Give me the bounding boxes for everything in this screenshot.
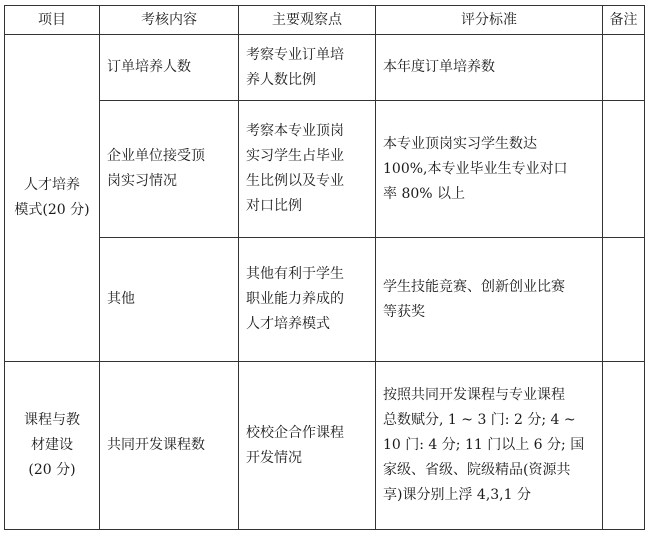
- header-project: 项目: [5, 6, 100, 35]
- project-line: 模式(20 分): [14, 202, 90, 218]
- content-line: 岗实习情况: [107, 173, 177, 189]
- remark-cell: [603, 101, 645, 238]
- observation-line: 实习学生占毕业: [246, 148, 344, 164]
- table-row: [5, 35, 645, 101]
- project-line: 课程与教: [24, 412, 80, 428]
- observation-cell: [239, 35, 376, 101]
- criteria-line: 本年度订单培养数: [383, 59, 495, 75]
- header-criteria: 评分标准: [376, 6, 603, 35]
- project-cell: [5, 35, 100, 362]
- evaluation-table: [4, 5, 645, 530]
- observation-line: 开发情况: [246, 449, 302, 466]
- remark-cell: [603, 362, 645, 530]
- criteria-line: 10 门: 4 分; 11 门以上 6 分; 国: [383, 437, 585, 453]
- observation-cell: [239, 101, 376, 238]
- observation-line: 人才培养模式: [246, 316, 330, 332]
- criteria-cell: [376, 101, 603, 238]
- observation-line: 考察本专业顶岗: [246, 123, 344, 139]
- observation-line: 职业能力养成的: [246, 291, 344, 307]
- criteria-line: 学生技能竞赛、创新创业比赛: [383, 278, 565, 295]
- content-line: 企业单位接受顶: [107, 148, 205, 164]
- content-cell: [100, 238, 239, 362]
- project-cell: [5, 362, 100, 530]
- observation-line: 校校企合作课程: [246, 424, 344, 441]
- header-content: 考核内容: [100, 6, 239, 35]
- project-line: 材建设: [31, 437, 73, 453]
- table-row: [5, 362, 645, 530]
- content-line: 其他: [107, 291, 135, 307]
- project-line: (20 分): [28, 462, 76, 478]
- content-cell: [100, 35, 239, 101]
- criteria-line: 享)课分别上浮 4,3,1 分: [383, 487, 531, 503]
- observation-line: 生比例以及专业: [246, 173, 344, 189]
- observation-cell: [239, 238, 376, 362]
- criteria-line: 家级、省级、院级精品(资源共: [383, 462, 571, 478]
- criteria-line: 按照共同开发课程与专业课程: [383, 387, 565, 403]
- observation-line: 考察专业订单培: [246, 46, 344, 63]
- criteria-cell: [376, 35, 603, 101]
- criteria-cell: [376, 238, 603, 362]
- observation-line: 对口比例: [246, 198, 302, 214]
- remark-cell: [603, 238, 645, 362]
- project-line: 人才培养: [24, 177, 80, 193]
- content-line: 共同开发课程数: [107, 437, 205, 453]
- observation-cell: [239, 362, 376, 530]
- header-remark: 备注: [603, 6, 645, 35]
- table-row: [5, 238, 645, 362]
- criteria-cell: [376, 362, 603, 530]
- criteria-line: 本专业顶岗实习学生数达: [383, 135, 537, 152]
- header-observation: 主要观察点: [239, 6, 376, 35]
- content-cell: [100, 362, 239, 530]
- observation-line: 其他有利于学生: [246, 266, 344, 282]
- criteria-line: 总数赋分, 1 ~ 3 门: 2 分; 4 ~: [383, 412, 576, 428]
- criteria-line: 100%,本专业毕业生专业对口: [383, 160, 568, 177]
- header-row: [5, 6, 645, 35]
- criteria-line: 率 80% 以上: [383, 185, 466, 202]
- content-line: 订单培养人数: [107, 59, 191, 75]
- table-row: [5, 101, 645, 238]
- content-cell: [100, 101, 239, 238]
- remark-cell: [603, 35, 645, 101]
- observation-line: 养人数比例: [246, 71, 316, 88]
- criteria-line: 等获奖: [383, 303, 425, 320]
